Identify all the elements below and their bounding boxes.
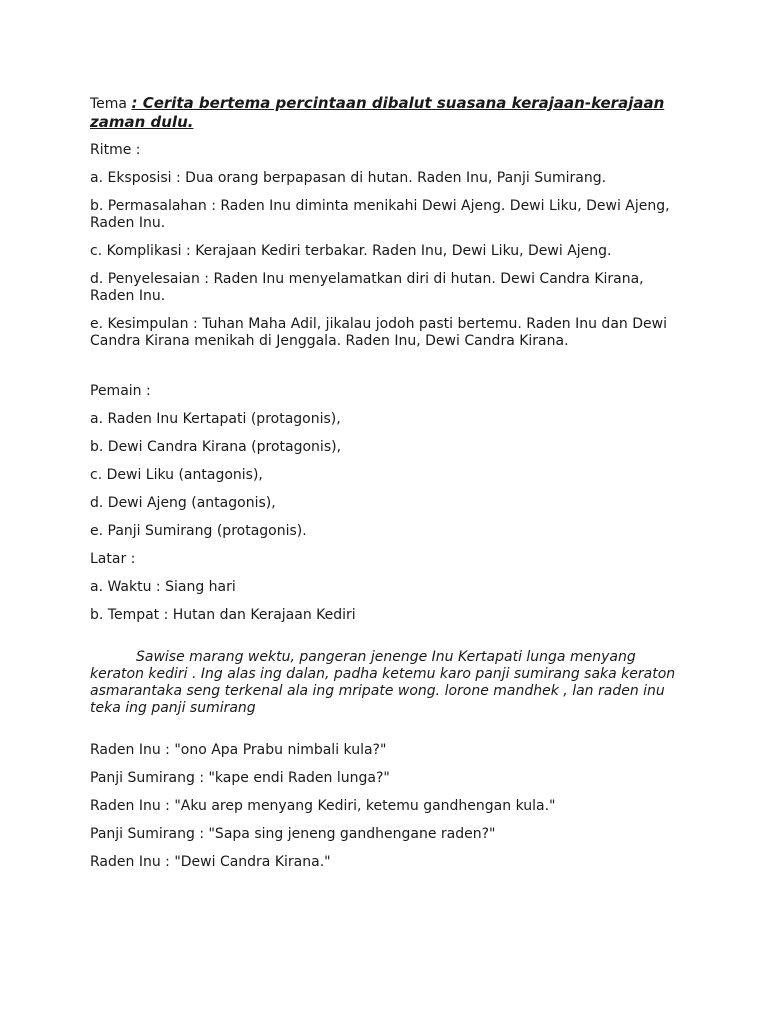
spacer	[90, 635, 690, 649]
pemain-item-e: e. Panji Sumirang (protagonis).	[90, 523, 307, 539]
dialogue-line: Raden Inu : "ono Apa Prabu nimbali kula?"	[90, 742, 387, 758]
dialogue-line: Raden Inu : "Dewi Candra Kirana."	[90, 854, 331, 870]
ritme-item-a: a. Eksposisi : Dua orang berpapasan di hutan. Raden Inu, Panji Sumirang.	[90, 170, 607, 186]
pemain-item-b: b. Dewi Candra Kirana (protagonis),	[90, 439, 342, 455]
ritme-item-e: e. Kesimpulan : Tuhan Maha Adil, jikalau jodoh pasti bertemu. Raden Inu dan Dewi Candra Kirana menikah di Jenggala. Raden Inu, Dewi Candra Kirana.	[90, 316, 667, 349]
ritme-item-b: b. Permasalahan : Raden Inu diminta menikahi Dewi Ajeng. Dewi Liku, Dewi Ajeng, Raden Inu.	[90, 198, 670, 231]
tema-text: : Cerita bertema percintaan dibalut suasana kerajaan-kerajaan zaman dulu.	[90, 94, 665, 131]
narrative-paragraph: Sawise marang wektu, pangeran jenenge Inu Kertapati lunga menyang keraton kediri . Ing alas ing dalan, padha ketemu karo panji sumirang saka keraton asmarantaka seng terkenal ala ing mripate wong. lorone mandhek , lan raden inu teka ing panji sumirang	[90, 649, 676, 716]
ritme-item-c: c. Komplikasi : Kerajaan Kediri terbakar. Raden Inu, Dewi Liku, Dewi Ajeng.	[90, 243, 612, 259]
spacer	[90, 361, 690, 383]
document-page	[90, 94, 690, 882]
pemain-heading: Pemain :	[90, 383, 151, 399]
pemain-item-d: d. Dewi Ajeng (antagonis),	[90, 495, 276, 511]
dialogue-line: Raden Inu : "Aku arep menyang Kediri, ketemu gandhengan kula."	[90, 798, 556, 814]
spacer	[90, 728, 690, 742]
tema-label: Tema	[90, 96, 128, 112]
latar-item-a: a. Waktu : Siang hari	[90, 579, 236, 595]
ritme-heading: Ritme :	[90, 142, 141, 158]
ritme-item-d: d. Penyelesaian : Raden Inu menyelamatkan diri di hutan. Dewi Candra Kirana, Raden Inu.	[90, 271, 644, 304]
pemain-item-a: a. Raden Inu Kertapati (protagonis),	[90, 411, 341, 427]
pemain-item-c: c. Dewi Liku (antagonis),	[90, 467, 263, 483]
latar-heading: Latar :	[90, 551, 136, 567]
tema-line	[90, 94, 690, 132]
dialogue-line: Panji Sumirang : "kape endi Raden lunga?"	[90, 770, 390, 786]
latar-item-b: b. Tempat : Hutan dan Kerajaan Kediri	[90, 607, 356, 623]
dialogue-line: Panji Sumirang : "Sapa sing jeneng gandhengane raden?"	[90, 826, 496, 842]
